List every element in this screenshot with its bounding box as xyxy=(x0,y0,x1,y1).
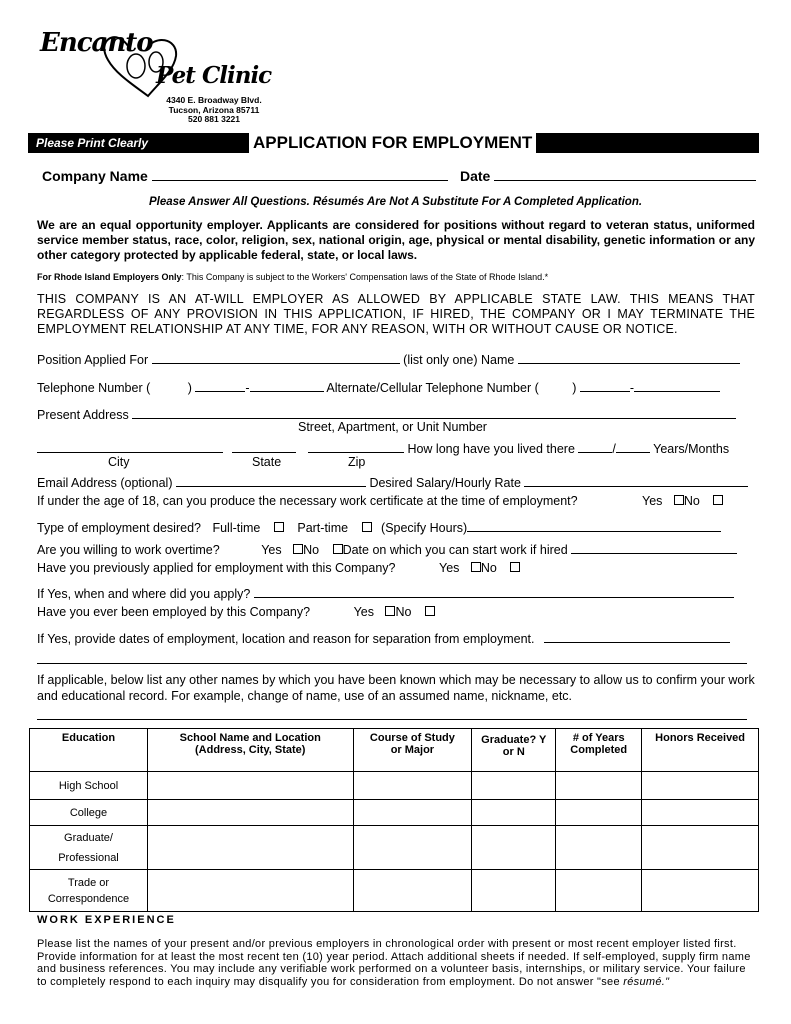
present-address-line[interactable] xyxy=(132,404,736,419)
table-cell[interactable] xyxy=(556,772,642,800)
table-cell[interactable] xyxy=(147,870,353,912)
education-table xyxy=(29,728,759,912)
work-text-italic: résumé." xyxy=(623,975,670,988)
city-caption: City xyxy=(108,455,130,469)
how-long-label: How long have you lived there xyxy=(407,442,575,456)
row-label: Trade or Correspondence xyxy=(30,870,148,912)
yes-checkbox[interactable] xyxy=(471,562,481,572)
state-caption: State xyxy=(252,455,282,469)
dates-employment-line2[interactable] xyxy=(37,663,747,664)
full-time-label: Full-time xyxy=(212,521,261,535)
alt-phone-line-b[interactable] xyxy=(634,377,720,392)
zip-caption: Zip xyxy=(348,455,366,469)
work-text-main: Please list the names of your present and/or previous employers in chronological order with present or most recent employer listed first. Provide information for at least the most recent ten (10) year period. Attach additional sheets if needed. If self-employed, supply firm name and business references. You may include any verifiable work performed on a volunteer basis, internships, or military service. Your failure to completely respond to each inquiry may disqualify you for consideration from employment. Do not answer "see xyxy=(37,938,751,988)
position-label: Position Applied For xyxy=(37,353,149,367)
other-names-text: If applicable, below list any other names by which you have been known which may be necessary to allow us to confirm your work and educational record. For example, change of name, use of an assumed name, nickname, etc. xyxy=(37,673,755,703)
part-time-checkbox[interactable] xyxy=(362,522,372,532)
table-cell[interactable] xyxy=(556,826,642,870)
position-row xyxy=(37,349,740,367)
zip-line[interactable] xyxy=(308,438,404,453)
yes-checkbox[interactable] xyxy=(385,606,395,616)
table-cell[interactable] xyxy=(353,870,472,912)
table-cell[interactable] xyxy=(147,800,353,826)
no-checkbox[interactable] xyxy=(713,495,723,505)
no-checkbox[interactable] xyxy=(425,606,435,616)
employment-type-label: Type of employment desired? xyxy=(37,521,201,535)
start-date-label: Date on which you can start work if hired xyxy=(342,543,568,557)
state-line[interactable] xyxy=(232,438,296,453)
logo-line2: Pet Clinic xyxy=(156,62,272,89)
table-row xyxy=(30,826,759,870)
company-name-line[interactable] xyxy=(152,166,448,181)
clinic-address xyxy=(152,96,276,125)
work-experience-text xyxy=(37,938,753,988)
under18-row xyxy=(37,494,578,508)
eeo-statement: We are an equal opportunity employer. Applicants are considered for positions without regard to veteran status, uniformed service member status, race, color, religion, sex, national origin, age, physical or mental disability, genetic information or any other category protected by applicable federal, state, or local laws. xyxy=(37,218,755,262)
salary-line[interactable] xyxy=(524,472,748,487)
years-line[interactable] xyxy=(578,438,612,453)
table-cell[interactable] xyxy=(353,826,472,870)
rhode-island-note xyxy=(37,272,548,282)
email-line[interactable] xyxy=(176,472,366,487)
alt-phone-line-a[interactable] xyxy=(580,377,630,392)
yes-label: Yes xyxy=(261,543,282,557)
ri-bold: For Rhode Island Employers Only xyxy=(37,272,182,282)
position-line[interactable] xyxy=(152,349,400,364)
clinic-phone: 520 881 3221 xyxy=(188,114,240,124)
education-header: Education xyxy=(30,729,148,772)
table-cell[interactable] xyxy=(472,826,556,870)
telephone-label: Telephone Number ( xyxy=(37,381,151,395)
work-experience-heading: WORK EXPERIENCE xyxy=(37,914,176,926)
logo-line1: Encanto xyxy=(40,28,153,58)
education-header-row xyxy=(30,729,759,772)
course-header: Course of Study or Major xyxy=(353,729,472,772)
table-cell[interactable] xyxy=(642,870,759,912)
no-label: No xyxy=(303,543,320,557)
email-row xyxy=(37,472,748,490)
when-where-row xyxy=(37,583,734,601)
table-cell[interactable] xyxy=(642,800,759,826)
table-cell[interactable] xyxy=(642,772,759,800)
alt-phone-label: Alternate/Cellular Telephone Number ( xyxy=(326,381,539,395)
no-checkbox[interactable] xyxy=(510,562,520,572)
yes-checkbox[interactable] xyxy=(674,495,684,505)
table-cell[interactable] xyxy=(353,772,472,800)
under18-label: If under the age of 18, can you produce the necessary work certificate at the time of employment? xyxy=(37,494,578,508)
ever-employed-row xyxy=(37,605,435,619)
table-row xyxy=(30,800,759,826)
yes-label: Yes xyxy=(642,494,663,508)
part-time-label: Part-time xyxy=(297,521,349,535)
when-where-line[interactable] xyxy=(254,583,734,598)
overtime-label: Are you willing to work overtime? xyxy=(37,543,220,557)
salary-label: Desired Salary/Hourly Rate xyxy=(369,476,521,490)
ever-employed-label: Have you ever been employed by this Company? xyxy=(37,605,311,619)
dates-employment-line[interactable] xyxy=(544,628,730,643)
start-date-line[interactable] xyxy=(571,539,737,554)
when-where-label: If Yes, when and where did you apply? xyxy=(37,587,251,601)
ri-text: : This Company is subject to the Workers' Compensation laws of the State of Rhode Island.* xyxy=(181,272,549,282)
yes-label: Yes xyxy=(439,561,460,575)
table-cell[interactable] xyxy=(642,826,759,870)
overtime-row xyxy=(37,539,737,557)
company-name-field[interactable] xyxy=(42,166,448,184)
email-label: Email Address (optional) xyxy=(37,476,173,490)
clinic-logo xyxy=(36,26,296,122)
no-label: No xyxy=(683,494,700,508)
table-cell[interactable] xyxy=(556,870,642,912)
employment-type-row xyxy=(37,517,721,535)
table-cell[interactable] xyxy=(556,800,642,826)
table-cell[interactable] xyxy=(472,800,556,826)
name-label: (list only one) Name xyxy=(403,353,515,367)
row-label: High School xyxy=(30,772,148,800)
no-checkbox[interactable] xyxy=(333,544,343,554)
no-label: No xyxy=(395,605,412,619)
at-will-statement: THIS COMPANY IS AN AT-WILL EMPLOYER AS ALLOWED BY APPLICABLE STATE LAW. THIS MEANS THAT REGARDLESS OF ANY PROVISION IN THIS APPLICATION, IF HIRED, THE COMPANY OR I MAY TERMINATE THE EMPLOYMENT RELATIONSHIP AT ANY TIME, FOR ANY REASON, WITH OR WITHOUT CAUSE OR NOTICE. xyxy=(37,292,755,336)
date-line[interactable] xyxy=(494,166,756,181)
row-label: College xyxy=(30,800,148,826)
date-label: Date xyxy=(460,168,491,184)
no-label: No xyxy=(480,561,497,575)
telephone-row: Telephone Number ( ) - Alternate/Cellular Telephone Number ( ) - xyxy=(37,377,720,395)
city-line[interactable] xyxy=(37,438,223,453)
table-cell[interactable] xyxy=(472,870,556,912)
school-header: School Name and Location (Address, City, State) xyxy=(147,729,353,772)
dates-employment-row xyxy=(37,628,730,646)
full-time-checkbox[interactable] xyxy=(274,522,284,532)
yes-label: Yes xyxy=(353,605,374,619)
table-cell[interactable] xyxy=(472,772,556,800)
years-months-label: Years/Months xyxy=(653,442,730,456)
telephone-line-b[interactable] xyxy=(250,377,324,392)
date-field[interactable] xyxy=(460,166,756,184)
telephone-line-a[interactable] xyxy=(195,377,245,392)
table-row xyxy=(30,772,759,800)
table-cell[interactable] xyxy=(353,800,472,826)
yes-checkbox[interactable] xyxy=(293,544,303,554)
years-header: # of Years Completed xyxy=(556,729,642,772)
months-line[interactable] xyxy=(616,438,650,453)
address-line2: Tucson, Arizona 85711 xyxy=(168,104,260,115)
row-label: Graduate/ Professional xyxy=(30,826,148,870)
table-cell[interactable] xyxy=(147,772,353,800)
street-caption: Street, Apartment, or Unit Number xyxy=(298,420,487,434)
prev-applied-label: Have you previously applied for employment with this Company? xyxy=(37,561,396,575)
print-clearly-label: Please Print Clearly xyxy=(36,136,149,150)
dates-employment-label: If Yes, provide dates of employment, location and reason for separation from employment. xyxy=(37,632,535,646)
graduate-header: Graduate? Y or N xyxy=(472,729,556,772)
page-title: APPLICATION FOR EMPLOYMENT xyxy=(249,132,536,154)
specify-hours-label: (Specify Hours) xyxy=(381,521,468,535)
specify-hours-line[interactable] xyxy=(467,517,721,532)
table-row xyxy=(30,870,759,912)
city-state-zip-row: How long have you lived there / Years/Months xyxy=(37,438,729,456)
table-cell[interactable] xyxy=(147,826,353,870)
honors-header: Honors Received xyxy=(642,729,759,772)
prev-applied-row xyxy=(37,561,520,575)
name-line[interactable] xyxy=(518,349,740,364)
present-address-label: Present Address xyxy=(37,408,129,422)
address-line1: 4340 E. Broadway Blvd. xyxy=(166,95,262,105)
company-name-label: Company Name xyxy=(42,168,148,184)
instruction-text: Please Answer All Questions. Résumés Are Not A Substitute For A Completed Application. xyxy=(148,196,643,208)
other-names-line[interactable] xyxy=(37,719,747,720)
under18-options xyxy=(642,494,723,508)
